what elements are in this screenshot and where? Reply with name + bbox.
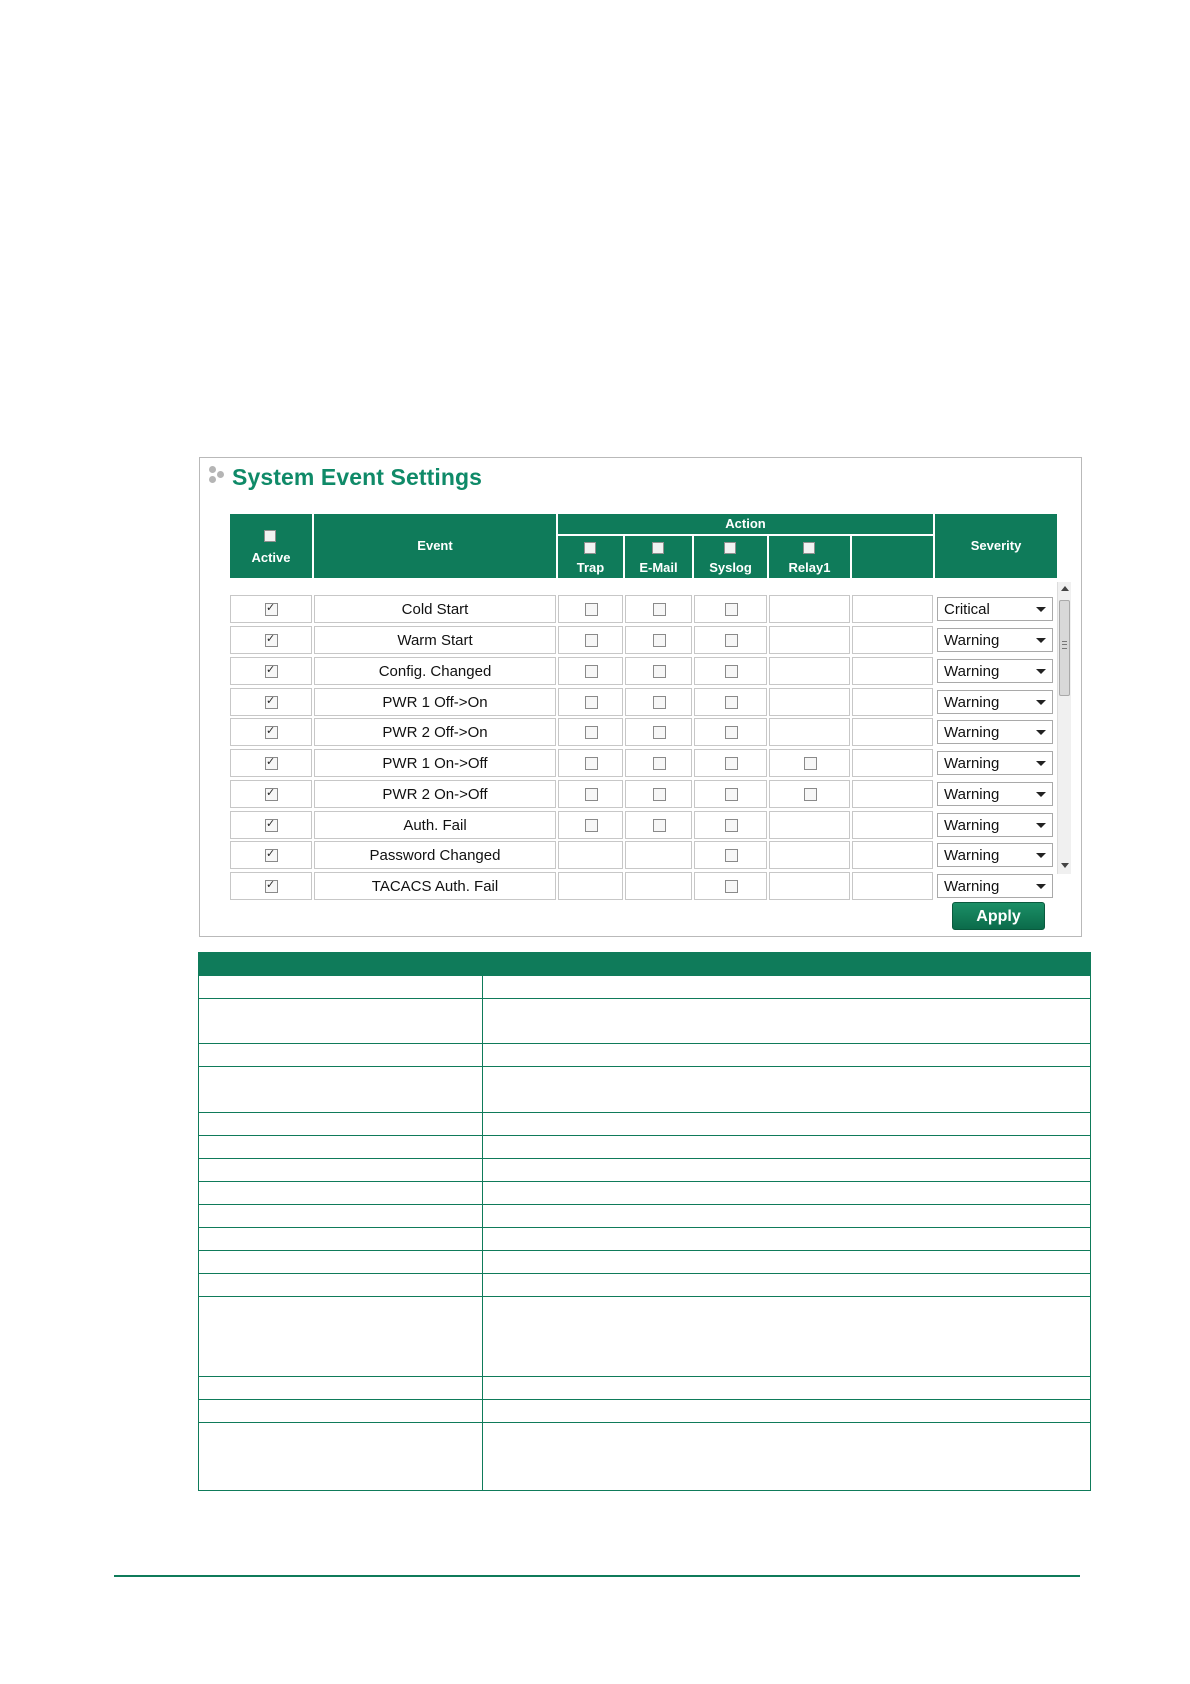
table-row — [199, 1043, 1090, 1066]
active-checkbox[interactable] — [265, 634, 278, 647]
syslog-cell — [694, 595, 767, 623]
header-trap-label: Trap — [576, 560, 605, 575]
severity-select[interactable] — [937, 782, 1053, 806]
severity-select[interactable] — [937, 690, 1053, 714]
table-row — [199, 1135, 1090, 1158]
syslog-checkbox[interactable] — [725, 849, 738, 862]
event-cell — [314, 595, 556, 623]
relay1-cell — [769, 657, 850, 685]
syslog-checkbox[interactable] — [725, 665, 738, 678]
trap-checkbox[interactable] — [585, 757, 598, 770]
email-cell — [625, 811, 692, 839]
header-action-label: Action — [725, 516, 766, 531]
active-checkbox[interactable] — [265, 757, 278, 770]
severity-select[interactable] — [937, 628, 1053, 652]
severity-value: Warning — [944, 694, 1000, 711]
trap-cell — [558, 811, 623, 839]
header-relay1-label: Relay1 — [788, 560, 831, 575]
event-cell — [314, 872, 556, 900]
email-cell — [625, 872, 692, 900]
event-cell — [314, 657, 556, 685]
title-bullet-icon — [208, 466, 228, 488]
header-action — [558, 514, 933, 534]
severity-value: Warning — [944, 878, 1000, 895]
trap-checkbox[interactable] — [585, 788, 598, 801]
trap-cell — [558, 688, 623, 716]
chevron-down-icon — [1036, 823, 1046, 828]
scrollbar-thumb[interactable] — [1059, 600, 1070, 696]
severity-select[interactable] — [937, 874, 1053, 898]
syslog-checkbox[interactable] — [725, 603, 738, 616]
email-cell — [625, 657, 692, 685]
trap-cell — [558, 595, 623, 623]
header-relay1 — [769, 536, 850, 578]
table-row — [199, 1227, 1090, 1250]
apply-button[interactable]: Apply — [952, 902, 1045, 930]
header-severity — [935, 514, 1057, 578]
select-all-active-checkbox[interactable] — [264, 530, 276, 542]
severity-select[interactable] — [937, 720, 1053, 744]
severity-select[interactable] — [937, 751, 1053, 775]
header-severity-label: Severity — [970, 538, 1022, 553]
email-checkbox[interactable] — [653, 757, 666, 770]
relay1-cell — [769, 811, 850, 839]
chevron-down-icon — [1036, 607, 1046, 612]
severity-value: Warning — [944, 663, 1000, 680]
select-all-trap-checkbox[interactable] — [584, 542, 596, 554]
syslog-checkbox[interactable] — [725, 757, 738, 770]
active-cell — [230, 626, 312, 654]
event-name: Config. Changed — [378, 663, 492, 680]
active-cell — [230, 688, 312, 716]
relay1-cell — [769, 872, 850, 900]
relay1-cell — [769, 841, 850, 869]
severity-value: Critical — [944, 601, 990, 618]
event-cell — [314, 626, 556, 654]
email-cell — [625, 780, 692, 808]
active-cell — [230, 872, 312, 900]
active-checkbox[interactable] — [265, 849, 278, 862]
table-row — [199, 1066, 1090, 1112]
extra-action-cell — [852, 688, 933, 716]
event-cell — [314, 688, 556, 716]
syslog-checkbox[interactable] — [725, 696, 738, 709]
email-cell — [625, 718, 692, 746]
event-name: Auth. Fail — [403, 817, 467, 834]
chevron-down-icon — [1036, 792, 1046, 797]
relay1-cell — [769, 780, 850, 808]
header-event — [314, 514, 556, 578]
footer-divider — [114, 1575, 1080, 1577]
syslog-cell — [694, 626, 767, 654]
email-checkbox[interactable] — [653, 726, 666, 739]
scroll-down-arrow-icon[interactable] — [1061, 863, 1069, 868]
chevron-down-icon — [1036, 884, 1046, 889]
chevron-down-icon — [1036, 700, 1046, 705]
event-cell — [314, 780, 556, 808]
page-title: System Event Settings — [232, 463, 483, 490]
description-table — [198, 952, 1091, 1491]
event-name: PWR 1 Off->On — [382, 694, 488, 711]
severity-value: Warning — [944, 847, 1000, 864]
trap-cell — [558, 626, 623, 654]
syslog-cell — [694, 749, 767, 777]
header-empty-action — [852, 536, 933, 578]
system-event-settings-panel — [199, 457, 1082, 937]
email-checkbox[interactable] — [653, 788, 666, 801]
email-cell — [625, 841, 692, 869]
active-checkbox[interactable] — [265, 726, 278, 739]
severity-select[interactable] — [937, 843, 1053, 867]
active-checkbox[interactable] — [265, 696, 278, 709]
email-checkbox[interactable] — [653, 696, 666, 709]
syslog-checkbox[interactable] — [725, 726, 738, 739]
relay1-cell — [769, 749, 850, 777]
extra-action-cell — [852, 872, 933, 900]
event-name: TACACS Auth. Fail — [371, 878, 499, 895]
syslog-cell — [694, 688, 767, 716]
trap-cell — [558, 780, 623, 808]
active-cell — [230, 718, 312, 746]
relay1-cell — [769, 688, 850, 716]
event-name: Password Changed — [369, 847, 501, 864]
header-syslog-label: Syslog — [709, 560, 752, 575]
select-all-syslog-checkbox[interactable] — [724, 542, 736, 554]
select-all-relay1-checkbox[interactable] — [803, 542, 815, 554]
syslog-cell — [694, 811, 767, 839]
event-name: Cold Start — [401, 601, 469, 618]
severity-value: Warning — [944, 786, 1000, 803]
active-checkbox[interactable] — [265, 665, 278, 678]
event-cell — [314, 841, 556, 869]
syslog-checkbox[interactable] — [725, 788, 738, 801]
email-cell — [625, 688, 692, 716]
syslog-cell — [694, 780, 767, 808]
extra-action-cell — [852, 718, 933, 746]
trap-cell — [558, 841, 623, 869]
email-cell — [625, 626, 692, 654]
trap-cell — [558, 657, 623, 685]
severity-value: Warning — [944, 632, 1000, 649]
scroll-up-arrow-icon[interactable] — [1061, 586, 1069, 591]
table-row — [199, 1399, 1090, 1422]
email-cell — [625, 595, 692, 623]
event-cell — [314, 749, 556, 777]
panel-title-row — [208, 462, 482, 492]
relay1-cell — [769, 595, 850, 623]
email-checkbox[interactable] — [653, 603, 666, 616]
email-checkbox[interactable] — [653, 634, 666, 647]
table-scrollbar[interactable] — [1057, 582, 1071, 874]
chevron-down-icon — [1036, 669, 1046, 674]
event-name: PWR 1 On->Off — [382, 755, 488, 772]
table-row — [199, 1273, 1090, 1296]
relay1-checkbox[interactable] — [804, 788, 817, 801]
active-cell — [230, 780, 312, 808]
active-cell — [230, 595, 312, 623]
header-email — [625, 536, 692, 578]
table-row — [199, 1181, 1090, 1204]
active-checkbox[interactable] — [265, 603, 278, 616]
syslog-cell — [694, 872, 767, 900]
syslog-cell — [694, 657, 767, 685]
syslog-checkbox[interactable] — [725, 819, 738, 832]
extra-action-cell — [852, 749, 933, 777]
table-row — [199, 1112, 1090, 1135]
event-name: Warm Start — [397, 632, 473, 649]
severity-value: Warning — [944, 817, 1000, 834]
severity-value: Warning — [944, 755, 1000, 772]
trap-checkbox[interactable] — [585, 726, 598, 739]
active-cell — [230, 749, 312, 777]
header-trap — [558, 536, 623, 578]
syslog-cell — [694, 841, 767, 869]
trap-cell — [558, 749, 623, 777]
trap-checkbox[interactable] — [585, 819, 598, 832]
table-row — [199, 953, 1090, 975]
email-checkbox[interactable] — [653, 819, 666, 832]
extra-action-cell — [852, 595, 933, 623]
extra-action-cell — [852, 841, 933, 869]
active-checkbox[interactable] — [265, 788, 278, 801]
select-all-email-checkbox[interactable] — [652, 542, 664, 554]
header-syslog — [694, 536, 767, 578]
active-cell — [230, 841, 312, 869]
severity-select[interactable] — [937, 813, 1053, 837]
trap-cell — [558, 872, 623, 900]
table-row — [199, 1250, 1090, 1273]
table-row — [199, 975, 1090, 998]
active-cell — [230, 657, 312, 685]
table-row — [199, 1158, 1090, 1181]
chevron-down-icon — [1036, 853, 1046, 858]
severity-select[interactable] — [937, 597, 1053, 621]
event-name: PWR 2 Off->On — [382, 724, 488, 741]
extra-action-cell — [852, 811, 933, 839]
chevron-down-icon — [1036, 730, 1046, 735]
email-cell — [625, 749, 692, 777]
severity-select[interactable] — [937, 659, 1053, 683]
severity-value: Warning — [944, 724, 1000, 741]
header-event-label: Event — [417, 538, 453, 553]
table-row — [199, 1422, 1090, 1490]
table-row — [199, 1296, 1090, 1376]
extra-action-cell — [852, 780, 933, 808]
event-table-body — [200, 583, 1057, 895]
syslog-cell — [694, 718, 767, 746]
trap-checkbox[interactable] — [585, 696, 598, 709]
relay1-checkbox[interactable] — [804, 757, 817, 770]
header-active-label: Active — [251, 550, 291, 565]
event-cell — [314, 718, 556, 746]
trap-cell — [558, 718, 623, 746]
active-checkbox[interactable] — [265, 819, 278, 832]
trap-checkbox[interactable] — [585, 665, 598, 678]
email-checkbox[interactable] — [653, 665, 666, 678]
syslog-checkbox[interactable] — [725, 634, 738, 647]
table-row — [199, 1204, 1090, 1227]
event-cell — [314, 811, 556, 839]
header-email-label: E-Mail — [639, 560, 678, 575]
extra-action-cell — [852, 657, 933, 685]
event-name: PWR 2 On->Off — [382, 786, 488, 803]
scroll-grip-icon — [1062, 641, 1067, 649]
chevron-down-icon — [1036, 761, 1046, 766]
syslog-checkbox[interactable] — [725, 880, 738, 893]
table-row — [199, 998, 1090, 1043]
trap-checkbox[interactable] — [585, 634, 598, 647]
extra-action-cell — [852, 626, 933, 654]
table-row — [199, 1376, 1090, 1399]
chevron-down-icon — [1036, 638, 1046, 643]
active-cell — [230, 811, 312, 839]
trap-checkbox[interactable] — [585, 603, 598, 616]
active-checkbox[interactable] — [265, 880, 278, 893]
relay1-cell — [769, 626, 850, 654]
header-active — [230, 514, 312, 578]
relay1-cell — [769, 718, 850, 746]
